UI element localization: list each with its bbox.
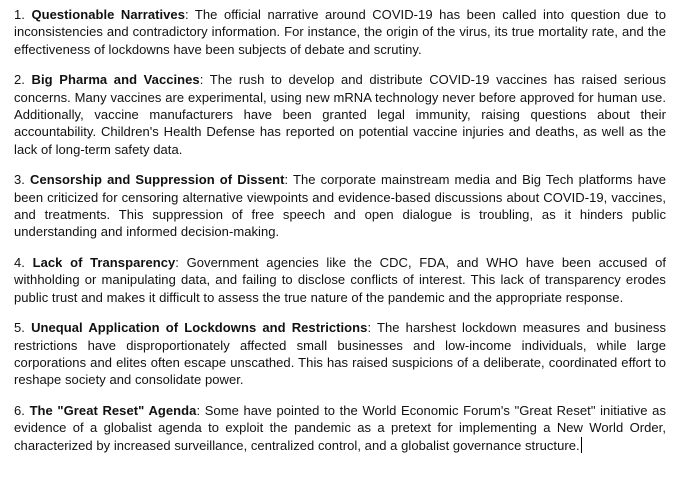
item-heading: Unequal Application of Lockdowns and Restrictions [31,320,368,336]
item-text: : The corporate mainstream media and Big Tech platforms have been criticized for censoring alternative viewpoints and evidence-based discussions about COVID-19, vaccines, and treatments. This suppression of free speech and open dialogue is troubling, as it hinders public understanding and informed decision-making. [14,172,666,240]
item-number: 4. [14,254,25,270]
list-item-6 [14,402,666,454]
item-number: 2. [14,72,25,88]
list-item-4 [14,254,666,306]
item-number: 6. [14,402,25,418]
item-text: : The rush to develop and distribute COVID-19 vaccines has raised serious concerns. Many vaccines are experimental, using new mRNA technology never before approved for human use. Additionally, vaccine manufacturers have been granted legal immunity, raising questions about their accountability. Children's Health Defense has reported on potential vaccine injuries and deaths, as well as the lack of long-term safety data. [14,72,666,157]
list-item-1 [14,6,666,58]
item-heading: Big Pharma and Vaccines [31,72,200,88]
item-heading: Questionable Narratives [31,7,185,22]
item-number: 5. [14,320,25,336]
item-number: 1. [14,7,25,22]
list-item-3 [14,171,666,241]
text-cursor[interactable] [581,437,582,453]
item-text: : The harshest lockdown measures and business restrictions have disproportionately affected small businesses and low-income individuals, while large corporations and elites often escape unscathed. This has raised suspicions of a deliberate, coordinated effort to reshape society and consolidate power. [14,320,666,388]
item-text: : Some have pointed to the World Economic Forum's "Great Reset" initiative as evidence of a globalist agenda to exploit the pandemic as a pretext for implementing a New World Order, characterized by increased surveillance, centralized control, and a globalist governance structure. [14,402,667,453]
item-text: : Government agencies like the CDC, FDA, and WHO have been accused of withholding or manipulating data, and failing to disclose conflicts of interest. This lack of transparency erodes public trust and makes it difficult to assess the true nature of the pandemic and the appropriate response. [14,254,667,305]
item-heading: The "Great Reset" Agenda [29,402,197,418]
item-number: 3. [14,172,25,188]
item-text: : The official narrative around COVID-19 has been called into question due to inconsistencies and contradictory information. For instance, the origin of the virus, its true mortality rate, and the effectiveness of lockdowns have been subjects of debate and scrutiny. [14,7,666,57]
item-heading: Censorship and Suppression of Dissent [30,172,285,188]
list-item-5 [14,319,666,389]
list-item-2 [14,71,666,158]
item-heading: Lack of Transparency [32,254,176,270]
